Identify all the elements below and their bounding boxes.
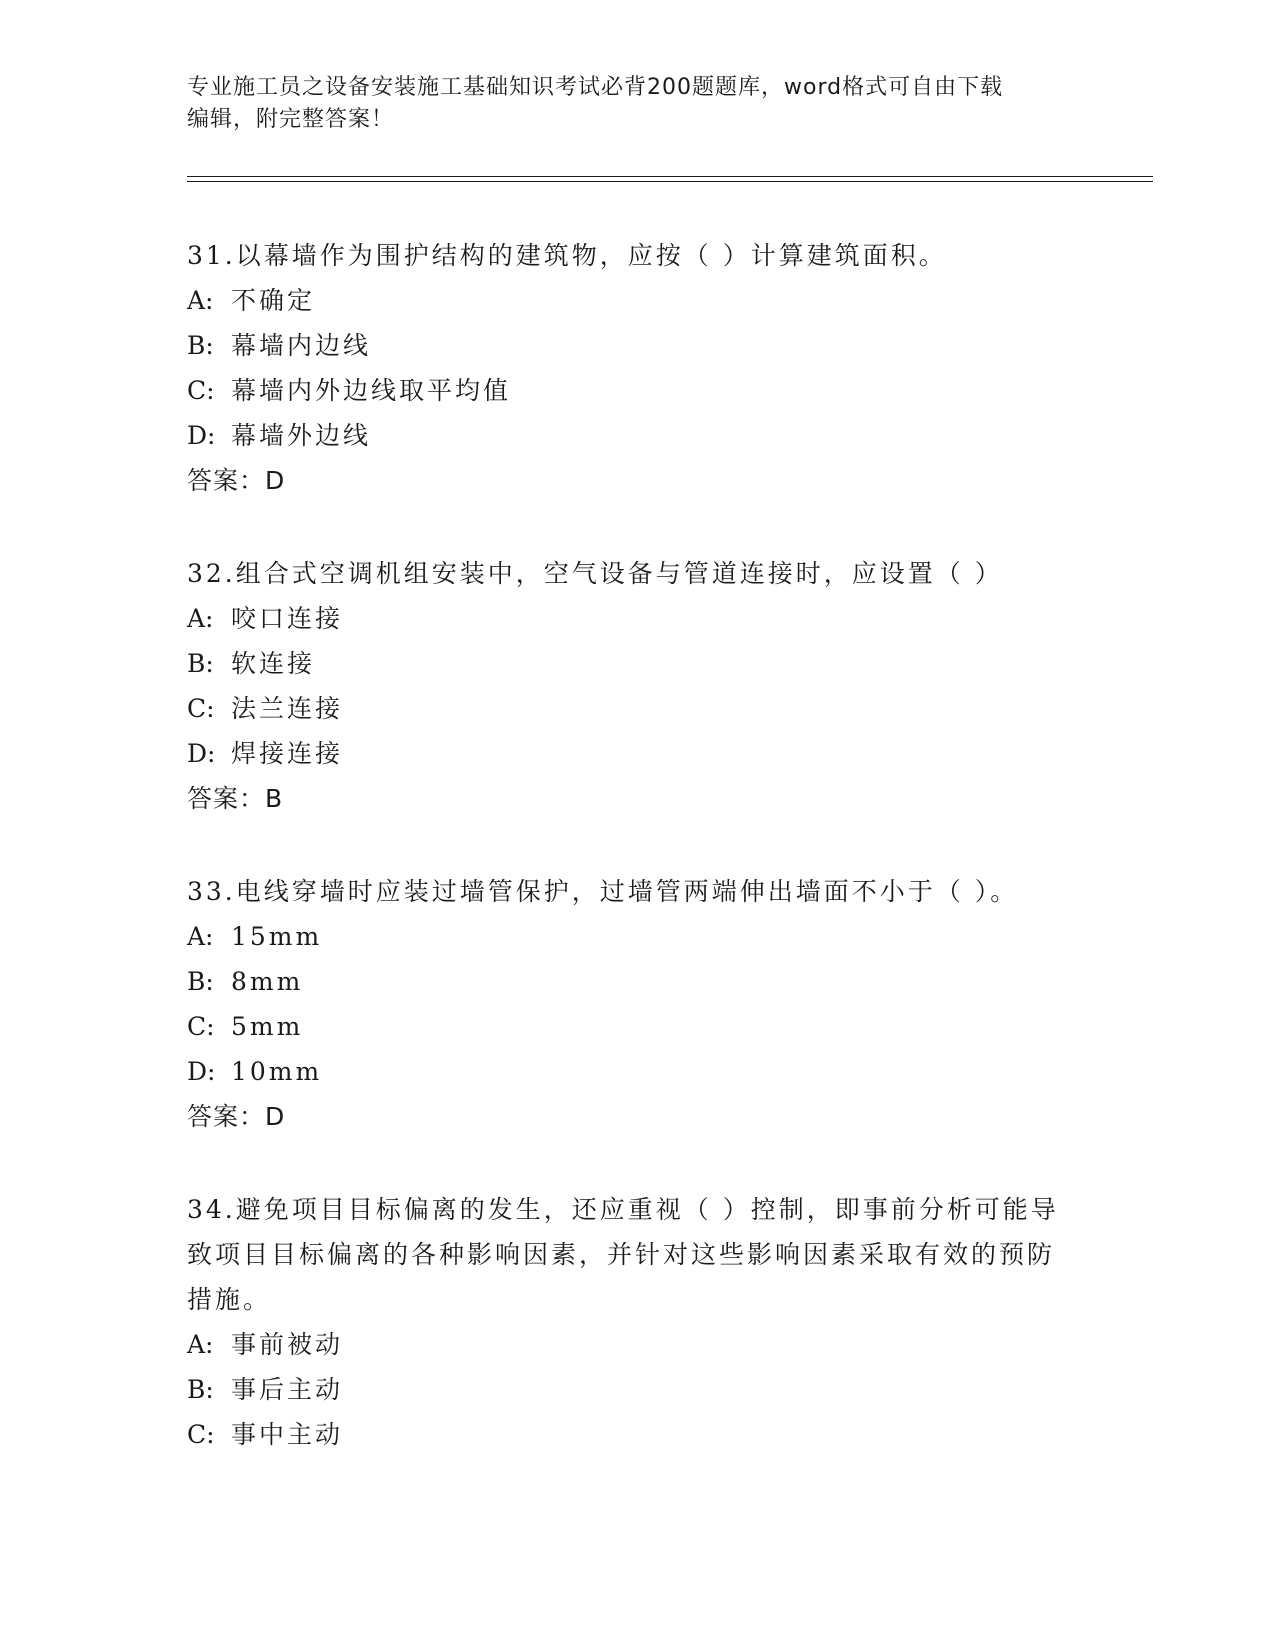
option-d xyxy=(187,1049,1067,1094)
option-text: 焊接连接 xyxy=(231,739,344,768)
option-key: A: xyxy=(187,604,214,633)
answer-line: 答案：D xyxy=(187,466,286,495)
header-line-2: 编辑，附完整答案！ xyxy=(187,107,395,132)
option-d xyxy=(187,731,1067,776)
answer-line: 答案：D xyxy=(187,1102,286,1131)
option-b xyxy=(187,1367,1067,1412)
option-key: B: xyxy=(187,649,214,678)
option-d xyxy=(187,413,1067,458)
header-line-1: 专业施工员之设备安装施工基础知识考试必背200题题库，word格式可自由下载 xyxy=(187,75,1004,100)
option-text: 事后主动 xyxy=(231,1375,344,1404)
option-b xyxy=(187,323,1067,368)
option-key: B: xyxy=(187,1375,214,1404)
option-c xyxy=(187,686,1067,731)
option-key: A: xyxy=(187,1330,214,1359)
option-key: B: xyxy=(187,967,214,996)
option-a xyxy=(187,1322,1067,1367)
option-a xyxy=(187,278,1067,323)
option-c xyxy=(187,368,1067,413)
option-key: C: xyxy=(187,694,215,723)
option-b xyxy=(187,641,1067,686)
option-a xyxy=(187,914,1067,959)
answer-line: 答案：B xyxy=(187,784,284,813)
option-text: 咬口连接 xyxy=(231,604,344,633)
option-text: 幕墙内边线 xyxy=(231,331,372,360)
option-text: 软连接 xyxy=(231,649,316,678)
question-stem: 33.电线穿墙时应装过墙管保护，过墙管两端伸出墙面不小于（ ）。 xyxy=(187,877,1019,906)
option-text: 不确定 xyxy=(231,286,316,315)
question-34 xyxy=(187,1187,1067,1457)
option-text: 10mm xyxy=(231,1057,323,1086)
option-text: 5mm xyxy=(231,1012,304,1041)
question-stem: 31.以幕墙作为围护结构的建筑物，应按（ ）计算建筑面积。 xyxy=(187,241,947,270)
header-divider-bottom xyxy=(187,181,1153,182)
option-text: 事中主动 xyxy=(231,1420,344,1449)
question-32 xyxy=(187,551,1067,821)
option-c xyxy=(187,1412,1067,1457)
question-stem: 34.避免项目目标偏离的发生，还应重视（ ）控制，即事前分析可能导致项目目标偏离的各种影响因素，并针对这些影响因素采取有效的预防措施。 xyxy=(187,1195,1059,1314)
option-text: 事前被动 xyxy=(231,1330,344,1359)
document-header xyxy=(187,72,1087,136)
option-text: 幕墙外边线 xyxy=(231,421,372,450)
question-31 xyxy=(187,233,1067,503)
option-text: 8mm xyxy=(231,967,304,996)
header-divider-top xyxy=(187,176,1153,177)
option-key: C: xyxy=(187,1420,215,1449)
option-a xyxy=(187,596,1067,641)
option-b xyxy=(187,959,1067,1004)
option-text: 幕墙内外边线取平均值 xyxy=(231,376,512,405)
question-33 xyxy=(187,869,1067,1139)
option-key: D: xyxy=(187,1057,216,1086)
option-text: 15mm xyxy=(231,922,323,951)
option-key: D: xyxy=(187,421,216,450)
option-text: 法兰连接 xyxy=(231,694,344,723)
option-key: B: xyxy=(187,331,214,360)
option-key: C: xyxy=(187,376,215,405)
option-c xyxy=(187,1004,1067,1049)
question-stem: 32.组合式空调机组安装中，空气设备与管道连接时，应设置（ ） xyxy=(187,559,1003,588)
option-key: D: xyxy=(187,739,216,768)
option-key: C: xyxy=(187,1012,215,1041)
option-key: A: xyxy=(187,922,214,951)
option-key: A: xyxy=(187,286,214,315)
